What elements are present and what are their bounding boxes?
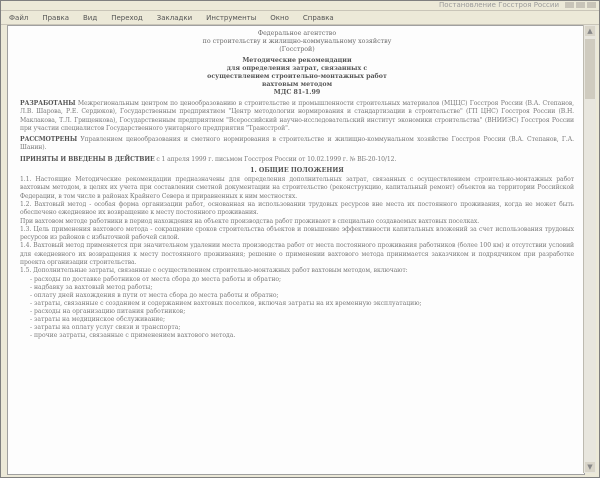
section-title: 1. ОБЩИЕ ПОЛОЖЕНИЯ (250, 167, 344, 175)
reviewed-paragraph (20, 136, 574, 153)
menu-view[interactable]: Вид (82, 13, 98, 22)
developed-text: Межрегиональным центром по ценообразованию в строительстве и промышленности строительных материалов (МЦЦС) Госстроя России (В.А. Степанов, Л.В. Шарова, Р.Е. Сердюков), Государственным предприятием "Центр методологии нормирования и стандартизации в строительстве" (ГП ЦНС) Госстроя России (В.Н. Маклакова, Т.Л. Грищенкова), Государственным предприятием "Всероссийский научно-исследовательский институт экономики строительства" (ВНИИЭС) Госстроя России при участии специалистов Государственного унитарного предприятия "Трансстрой". (20, 100, 574, 132)
menu-window[interactable]: Окно (270, 13, 289, 22)
menu-bookmarks[interactable]: Закладки (156, 13, 193, 22)
list-item: - расходы на организацию питания работников; (30, 308, 186, 316)
body-paragraph: При вахтовом методе работники в период нахождения на объекте производства работ проживают в специально создаваемых вахтовых поселках. (20, 217, 480, 225)
list-item: - затраты на медицинское обслуживание; (30, 316, 166, 324)
doc-title: для определения затрат, связанных с (226, 65, 368, 72)
doc-title: Методические рекомендации (242, 57, 352, 64)
body-paragraph: 1.4. Вахтовый метод применяется при значительном удалении места производства работ от места постоянного проживания работников (более 100 км) и отсутствии условий для ежедневного их возвращения к месту постоянного проживания; решение о применении вахтового метода принимается заказчиком и подрядчиком при разработке проекта организации строительства. (20, 242, 574, 267)
adopted-label: ПРИНЯТЫ И ВВЕДЕНЫ В ДЕЙСТВИЕ (20, 155, 155, 163)
header-line: (Госстрой) (279, 46, 315, 53)
list-item: - расходы по доставке работников от места сбора до места работы и обратно; (30, 275, 282, 283)
window-title: Постановление Госстроя России (439, 1, 559, 9)
developed-paragraph (20, 100, 574, 133)
body-paragraph: 1.3. Цель применения вахтового метода - сокращение сроков строительства объектов и повышение эффективности капитальных вложений за счет использования трудовых ресурсов из районов с избыточной рабочей силой. (20, 225, 574, 242)
reviewed-text: Управлением ценообразования и сметного нормирования в строительстве и жилищно-коммунальном хозяйстве Госстроя России (В.А. Степанов, Г.А. Шанин). (20, 136, 574, 152)
body-paragraph: 1.1. Настоящие Методические рекомендации предназначены для определения дополнительных затрат, связанных с осуществлением строительно-монтажных работ вахтовым методом, в целях их учета при составлении сметной документации на строительство (реконструкцию, капитальный ремонт) объектов на территории Российской Федерации, в том числе в районах Крайнего Севера и приравненных к ним местностях. (20, 176, 574, 200)
reviewed-label: РАССМОТРЕНЫ (20, 136, 78, 144)
doc-title: осуществлением строительно-монтажных работ (207, 73, 387, 80)
menu-help[interactable]: Справка (302, 13, 334, 22)
header-line: Федеральное агентство (257, 30, 337, 37)
list-item: - прочие затраты, связанные с применением вахтового метода. (30, 332, 236, 340)
vertical-scrollbar[interactable] (583, 25, 596, 473)
adopted-paragraph (20, 156, 574, 164)
window-controls (565, 2, 596, 8)
list-item: - затраты на оплату услуг связи и транспорта; (30, 324, 181, 332)
doc-title: вахтовым методом (261, 81, 333, 88)
close-icon[interactable] (587, 2, 596, 8)
maximize-icon[interactable] (576, 2, 585, 8)
scroll-up-icon[interactable]: ▲ (585, 26, 595, 36)
menu-tools[interactable]: Инструменты (206, 13, 257, 22)
title-bar (1, 1, 599, 11)
list-item: - оплату дней нахождения в пути от места сбора до места работы и обратно; (30, 291, 279, 299)
menu-edit[interactable]: Правка (42, 13, 69, 22)
list-item: - затраты, связанные с созданием и содержанием вахтовых поселков, включая затраты на их временную эксплуатацию; (30, 299, 422, 307)
menu-file[interactable]: Файл (9, 13, 29, 22)
minimize-icon[interactable] (565, 2, 574, 8)
document-view[interactable] (7, 25, 585, 475)
doc-code: МДС 81-1.99 (273, 89, 321, 96)
adopted-text: с 1 апреля 1999 г. письмом Госстроя России от 10.02.1999 г. № ВБ-20-10/12. (156, 155, 397, 163)
list-item: - надбавку за вахтовый метод работы; (30, 283, 153, 291)
body-paragraph: 1.2. Вахтовый метод - особая форма организации работ, основанная на использовании трудовых ресурсов вне места их постоянного проживания, когда не может быть обеспечено ежедневное их возвращение к месту постоянного проживания. (20, 200, 574, 217)
scroll-thumb[interactable] (585, 39, 595, 99)
body-paragraph: 1.5. Дополнительные затраты, связанные с осуществлением строительно-монтажных работ вахтовым методом, включают: (20, 267, 408, 275)
developed-label: РАЗРАБОТАНЫ (20, 100, 76, 107)
menu-go[interactable]: Переход (111, 13, 143, 22)
menu-bar (1, 11, 599, 25)
scroll-down-icon[interactable]: ▼ (585, 462, 595, 472)
header-line: по строительству и жилищно-коммунальному хозяйству (202, 38, 392, 45)
